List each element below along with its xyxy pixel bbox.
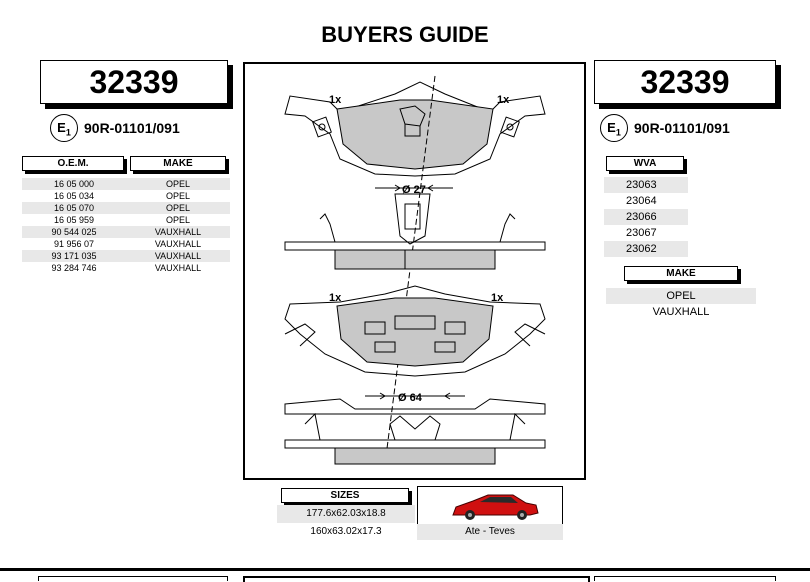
table-row: 16 05 034 OPEL — [53, 191, 190, 201]
oem-header: O.E.M. — [22, 156, 124, 171]
qty-label: 1x — [497, 94, 510, 106]
make-header: MAKE — [130, 156, 226, 171]
table-row: 90 544 025 VAUXHALL — [22, 226, 230, 238]
approval-right — [600, 114, 730, 142]
table-row: 16 05 959 OPEL — [53, 215, 190, 225]
part-number-right: 32339 — [594, 60, 776, 104]
oem-table — [22, 178, 230, 274]
sizes-list — [277, 505, 415, 541]
table-row: 91 956 07 VAUXHALL — [53, 239, 202, 249]
dimension-top: Ø 27 — [402, 184, 426, 196]
brand-label: Ate - Teves — [417, 524, 563, 540]
pad-friction-bottom — [337, 298, 493, 366]
approval-left — [50, 114, 180, 142]
approval-number: 90R-01101/091 — [634, 120, 730, 136]
next-box-left — [38, 576, 228, 581]
make-value: VAUXHALL — [652, 306, 710, 318]
e1-mark-icon: $E_1$ — [50, 114, 78, 142]
next-box-center — [243, 576, 590, 582]
qty-label: 1x — [491, 292, 504, 304]
pad-friction-top — [337, 100, 493, 169]
make-list — [606, 288, 756, 320]
part-number-left: 32339 — [40, 60, 228, 104]
brake-pad-drawing — [243, 62, 586, 480]
pad-friction-side-bottom — [335, 448, 495, 464]
next-box-right — [594, 576, 776, 581]
pad-friction-side-top — [335, 250, 495, 269]
car-icon — [418, 487, 562, 523]
approval-number: 90R-01101/091 — [84, 120, 180, 136]
table-row: 93 284 746 VAUXHALL — [51, 263, 202, 273]
page-divider — [0, 568, 810, 571]
table-row: 16 05 070 OPEL — [22, 202, 230, 214]
wva-value: 23066 — [604, 209, 688, 225]
size-value: 177.6x62.03x18.8 — [277, 505, 415, 523]
wva-list — [604, 177, 688, 257]
make-value: OPEL — [606, 288, 756, 304]
wva-value: 23064 — [626, 195, 657, 207]
wva-value: 23062 — [604, 241, 688, 257]
table-row: 93 171 035 VAUXHALL — [22, 250, 230, 262]
make-list-header: MAKE — [624, 266, 738, 281]
wva-header: WVA — [606, 156, 684, 171]
sizes-header: SIZES — [281, 488, 409, 503]
size-value: 160x63.02x17.3 — [310, 526, 382, 537]
dimension-bottom: Ø 64 — [398, 392, 422, 404]
qty-label: 1x — [329, 94, 342, 106]
e1-mark-icon: $E_1$ — [600, 114, 628, 142]
table-row: 16 05 000 OPEL — [22, 178, 230, 190]
wva-value: 23067 — [626, 227, 657, 239]
pad-technical-drawing — [245, 64, 584, 478]
qty-label: 1x — [329, 292, 342, 304]
wva-value: 23063 — [604, 177, 688, 193]
page-title: BUYERS GUIDE — [321, 22, 489, 47]
